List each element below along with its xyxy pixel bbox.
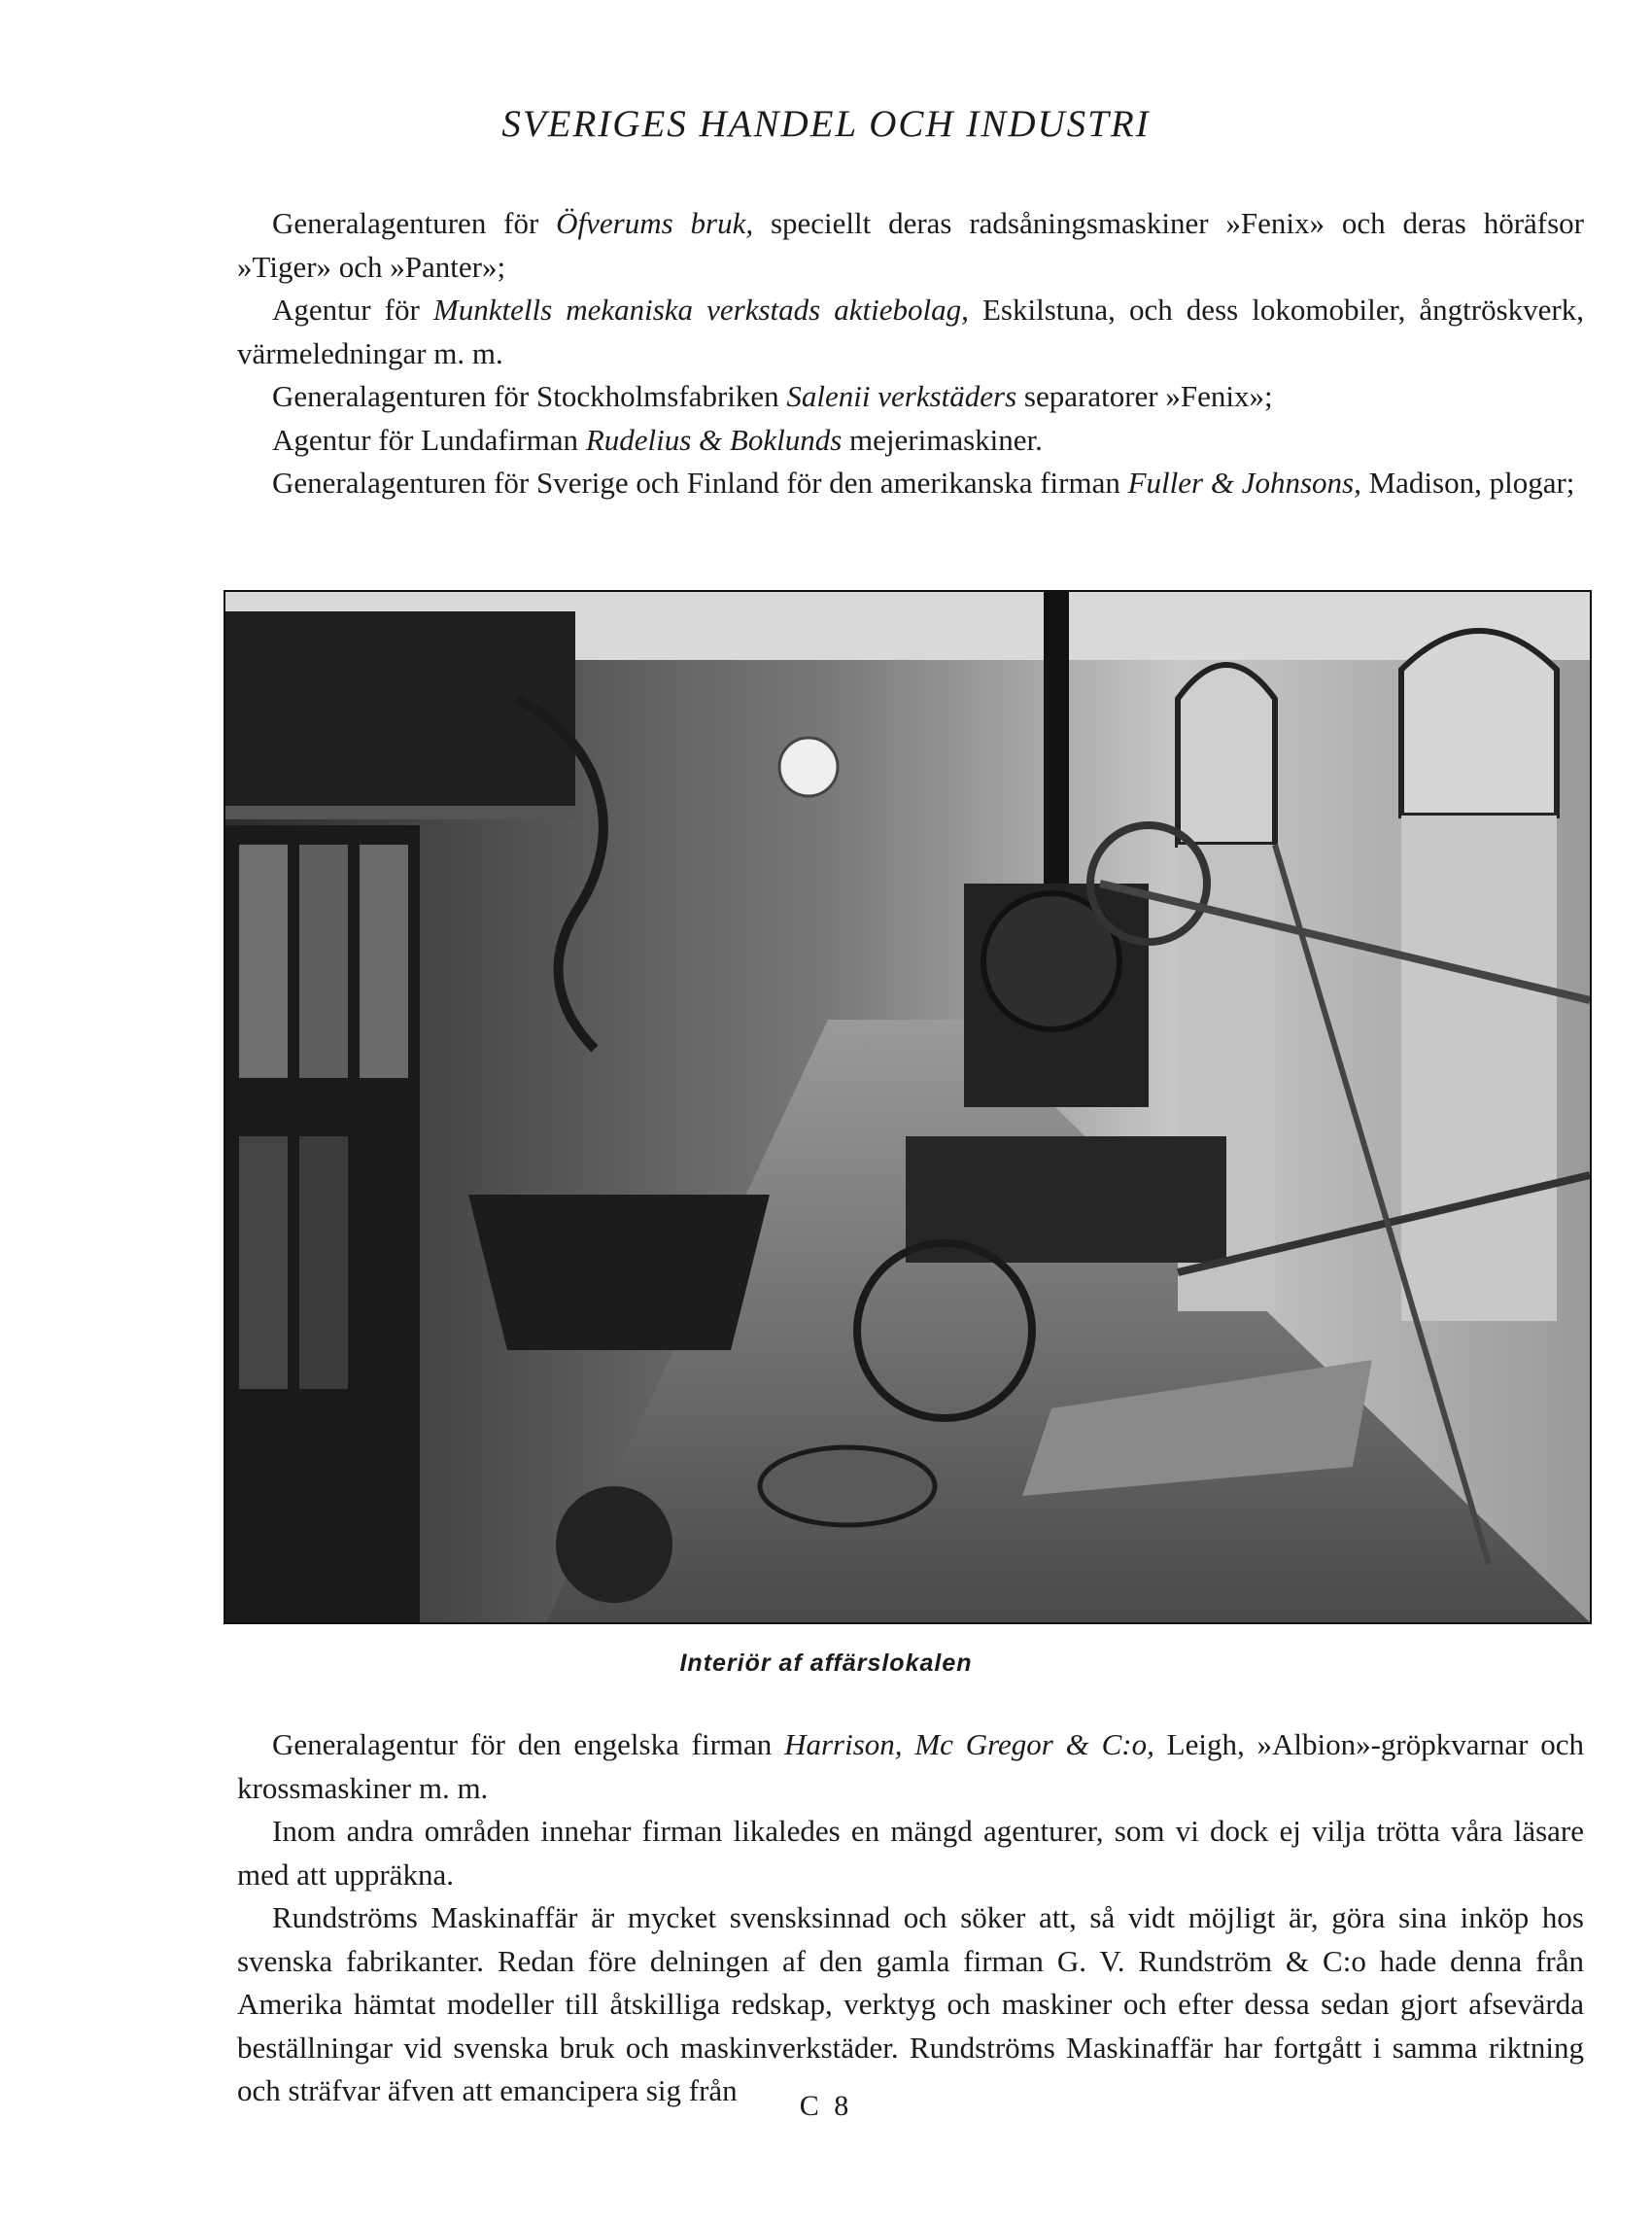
paragraph xyxy=(237,1896,1584,2113)
tractor-seat xyxy=(760,1447,935,1525)
top-text-block xyxy=(237,202,1584,505)
paragraph-text: Generalagenturen för Stockholmsfabriken xyxy=(272,379,787,413)
company-name: Harrison, Mc Gregor & C:o, xyxy=(784,1727,1154,1761)
photo-illustration xyxy=(225,592,1590,1622)
paragraph-text: Rundströms Maskinaffär är mycket svensksinnad och söker att, så vidt möjligt är, göra sina inköp hos svenska fabrikanter. Redan före delningen af den gamla firman G. V. Rundström & C:o hade denna från Amerika hämtat modeller till åtskilliga redskap, verktyg och maskiner och efter dessa sedan gjort afsevärda beställningar vid svenska bruk och maskinverkstäder. Rundströms Maskinaffär har fortgått i samma riktning och sträfvar äfven att emancipera sig från xyxy=(237,1900,1584,2107)
showroom-photograph xyxy=(224,590,1592,1624)
paragraph xyxy=(237,289,1584,375)
running-header: SVERIGES HANDEL OCH INDUSTRI xyxy=(501,103,1151,145)
paragraph-text: speciellt deras radsåningsmaskiner »Fenix» och deras höräfsor »Tiger» och »Panter»; xyxy=(237,206,1584,284)
paragraph-text: mejerimaskiner. xyxy=(842,422,1043,457)
company-name: Munktells mekaniska verkstads aktiebolag, xyxy=(432,293,969,327)
bottom-text-block xyxy=(237,1723,1584,2113)
paragraph xyxy=(237,1723,1584,1810)
paragraph xyxy=(237,419,1584,463)
paragraph-text: Agentur för xyxy=(272,293,433,327)
paragraph xyxy=(237,202,1584,289)
paragraph-text: Madison, plogar; xyxy=(1360,466,1575,500)
paragraph-text: Generalagenturen för xyxy=(272,206,557,240)
company-name: Fuller & Johnsons, xyxy=(1127,466,1361,500)
paragraph-text: Eskilstuna, och dess lokomobiler, ångtröskverk, värmeledningar m. m. xyxy=(237,293,1584,370)
paragraph xyxy=(237,1810,1584,1896)
figure-caption: Interiör af affärslokalen xyxy=(679,1650,973,1677)
company-name: Öfverums bruk, xyxy=(556,206,754,240)
company-name: Rudelius & Boklunds xyxy=(585,422,843,457)
gallery-railing xyxy=(225,611,575,819)
paragraph-text: Leigh, »Albion»-gröpkvarnar och krossmaskiner m. m. xyxy=(237,1727,1584,1805)
paragraph-text: Generalagenturen för Sverige och Finland för den amerikanska firman xyxy=(272,466,1128,500)
paragraph-text: Inom andra områden innehar firman likaledes en mängd agenturer, som vi dock ej vilja trötta våra läsare med att uppräkna. xyxy=(237,1814,1584,1892)
printer-signature: C 8 xyxy=(799,2090,853,2122)
paragraph-text: Agentur för Lundafirman xyxy=(272,422,586,457)
paragraph xyxy=(237,462,1584,505)
paragraph-text: separatorer »Fenix»; xyxy=(1016,379,1273,413)
globe-lamp xyxy=(779,738,838,796)
company-name: Salenii verkstäders xyxy=(786,379,1017,413)
paragraph xyxy=(237,375,1584,419)
paragraph-text: Generalagentur för den engelska firman xyxy=(272,1727,785,1761)
display-cabinets xyxy=(225,825,420,1622)
